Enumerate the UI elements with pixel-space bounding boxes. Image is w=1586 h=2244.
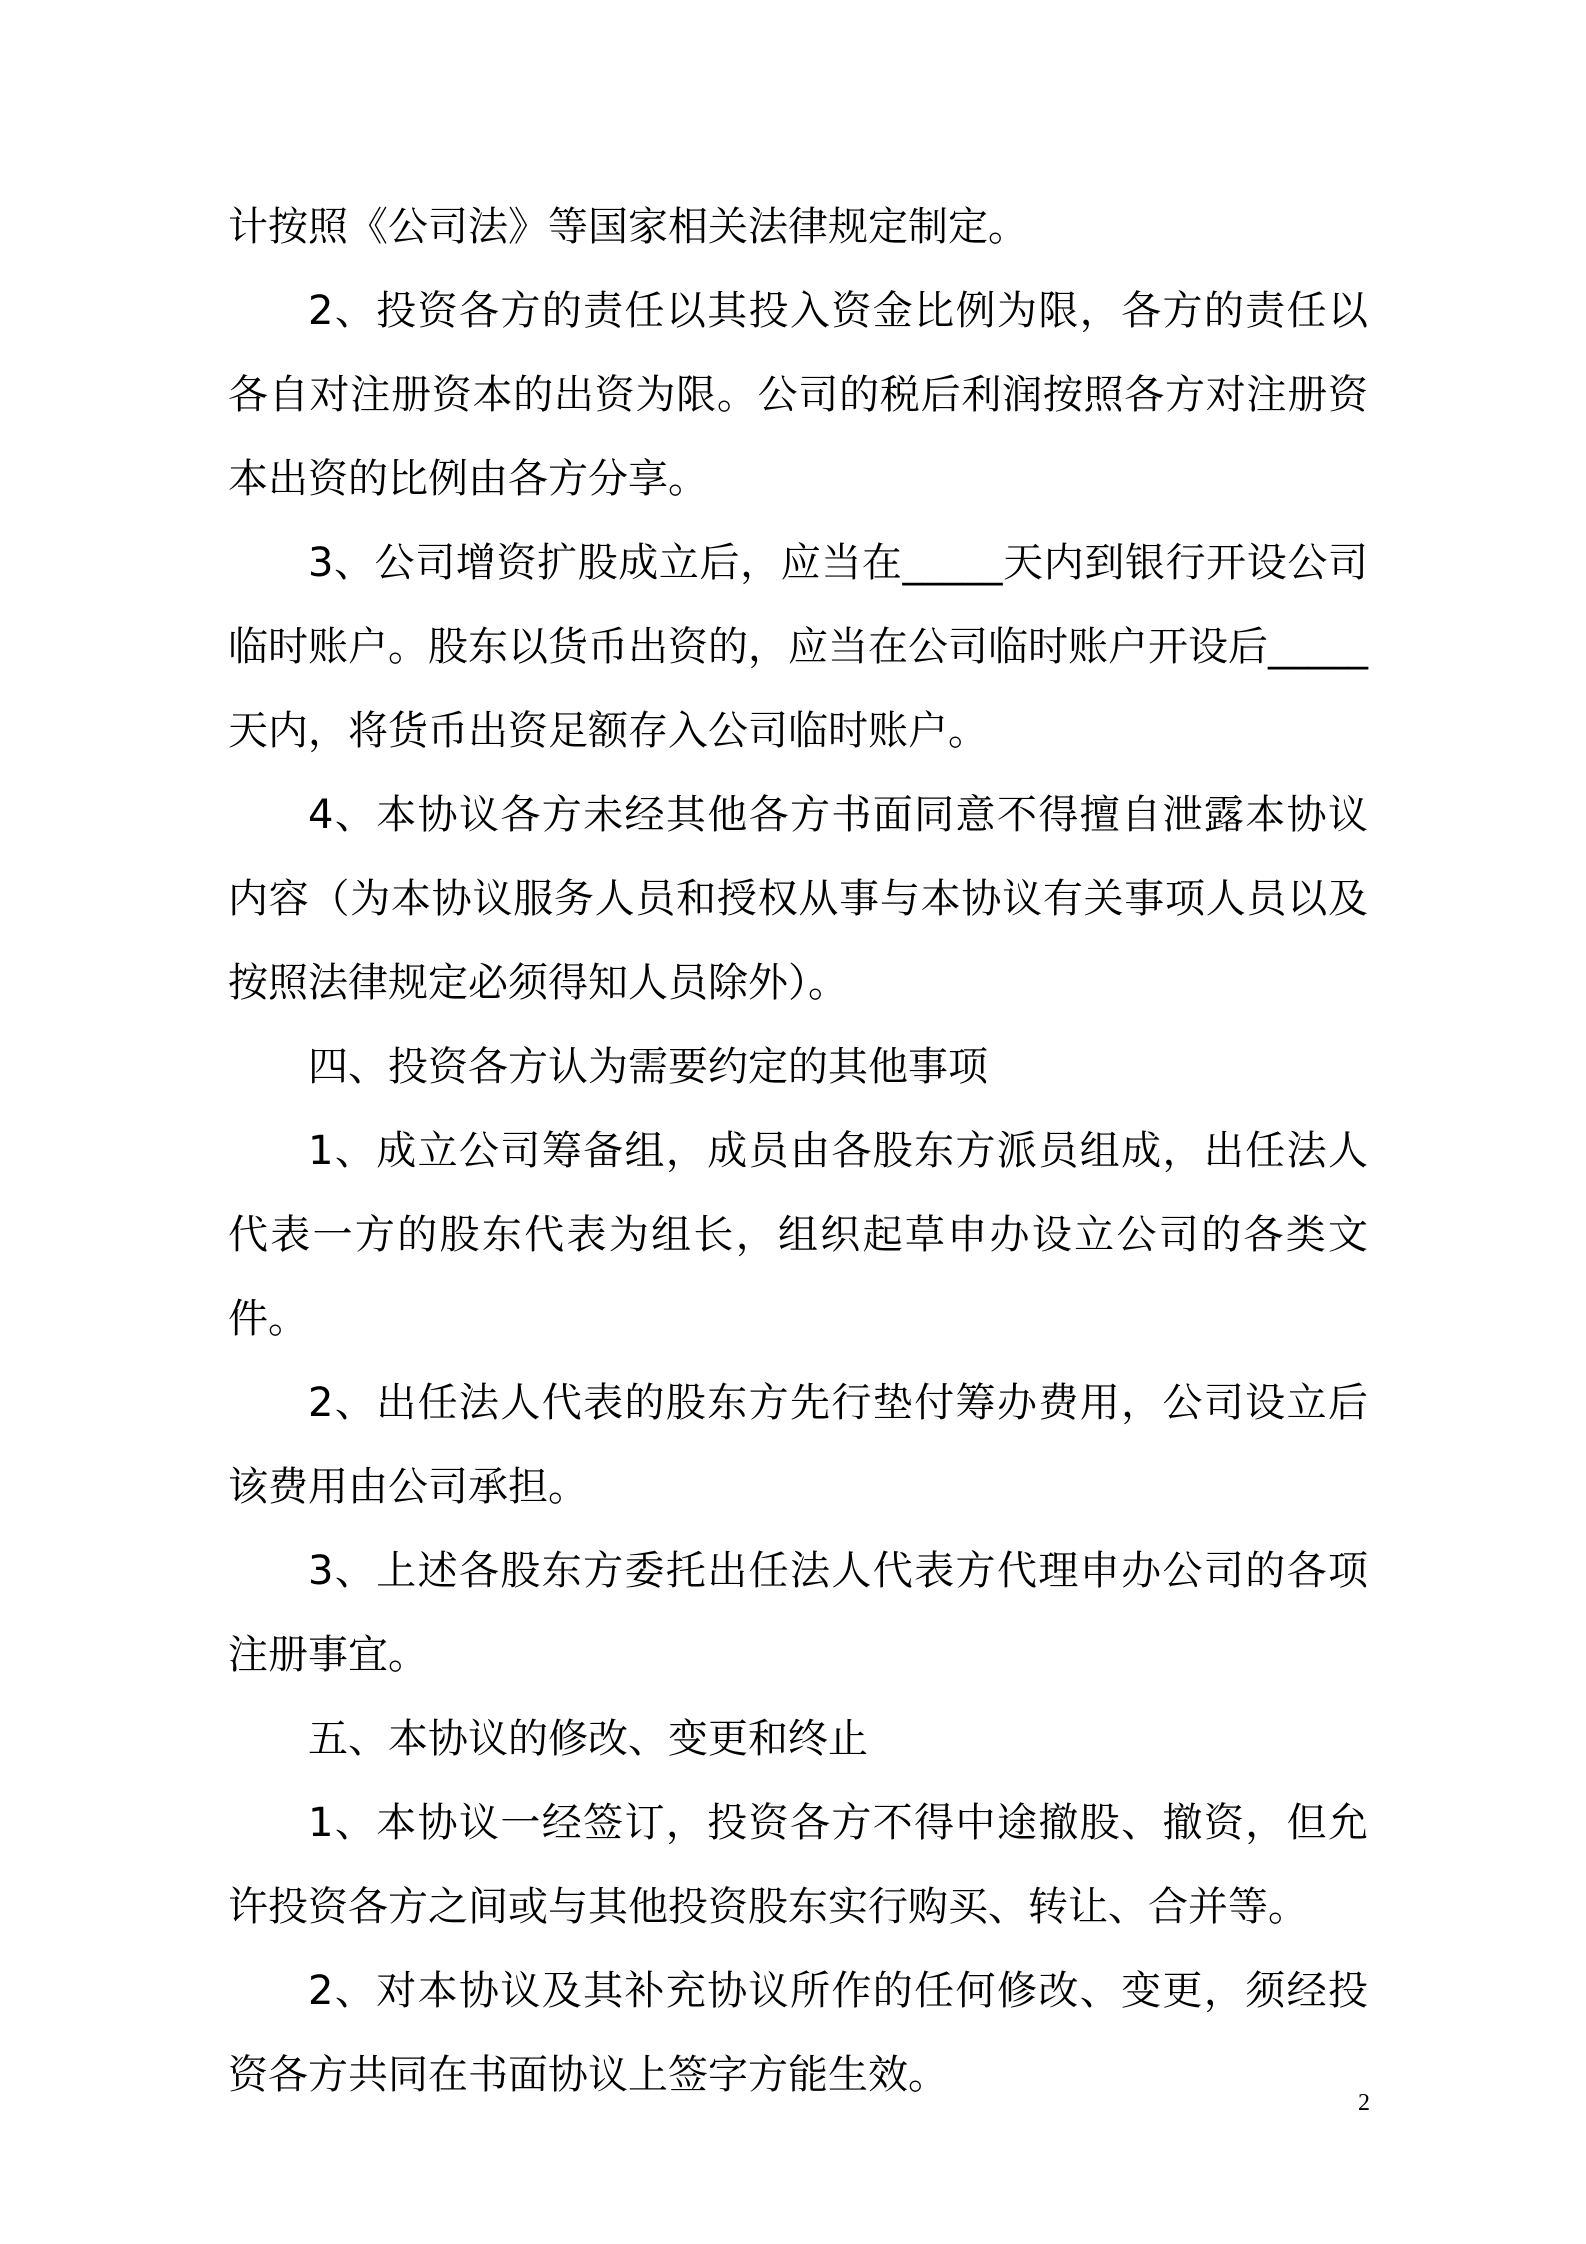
paragraph-clause-5-2: 2、对本协议及其补充协议所作的任何修改、变更，须经投资各方共同在书面协议上签字方能生效。 — [228, 1968, 1368, 2098]
section-heading-4: 四、投资各方认为需要约定的其他事项 — [308, 1044, 988, 1090]
paragraph-clause-4-3: 3、上述各股东方委托出任法人代表方代理申办公司的各项注册事宜。 — [228, 1548, 1368, 1678]
paragraph-clause-5-1: 1、本协议一经签订，投资各方不得中途撤股、撤资，但允许投资各方之间或与其他投资股东实行购买、转让、合并等。 — [228, 1800, 1368, 1930]
section-heading-5: 五、本协议的修改、变更和终止 — [308, 1716, 868, 1762]
paragraph-clause-3: 3、公司增资扩股成立后，应当在_____天内到银行开设公司临时账户。股东以货币出资的，应当在公司临时账户开设后_____天内，将货币出资足额存入公司临时账户。 — [228, 540, 1368, 754]
paragraph-continuation: 计按照《公司法》等国家相关法律规定制定。 — [228, 204, 1028, 250]
document-body — [228, 185, 1368, 2117]
page-number: 2 — [1358, 2090, 1370, 2116]
paragraph-clause-4: 4、本协议各方未经其他各方书面同意不得擅自泄露本协议内容（为本协议服务人员和授权从事与本协议有关事项人员以及按照法律规定必须得知人员除外）。 — [228, 792, 1368, 1006]
paragraph-clause-2: 2、投资各方的责任以其投入资金比例为限，各方的责任以各自对注册资本的出资为限。公司的税后利润按照各方对注册资本出资的比例由各方分享。 — [228, 288, 1368, 502]
paragraph-clause-4-2: 2、出任法人代表的股东方先行垫付筹办费用，公司设立后该费用由公司承担。 — [228, 1380, 1368, 1510]
paragraph-clause-4-1: 1、成立公司筹备组，成员由各股东方派员组成，出任法人代表一方的股东代表为组长，组织起草申办设立公司的各类文件。 — [228, 1128, 1368, 1342]
